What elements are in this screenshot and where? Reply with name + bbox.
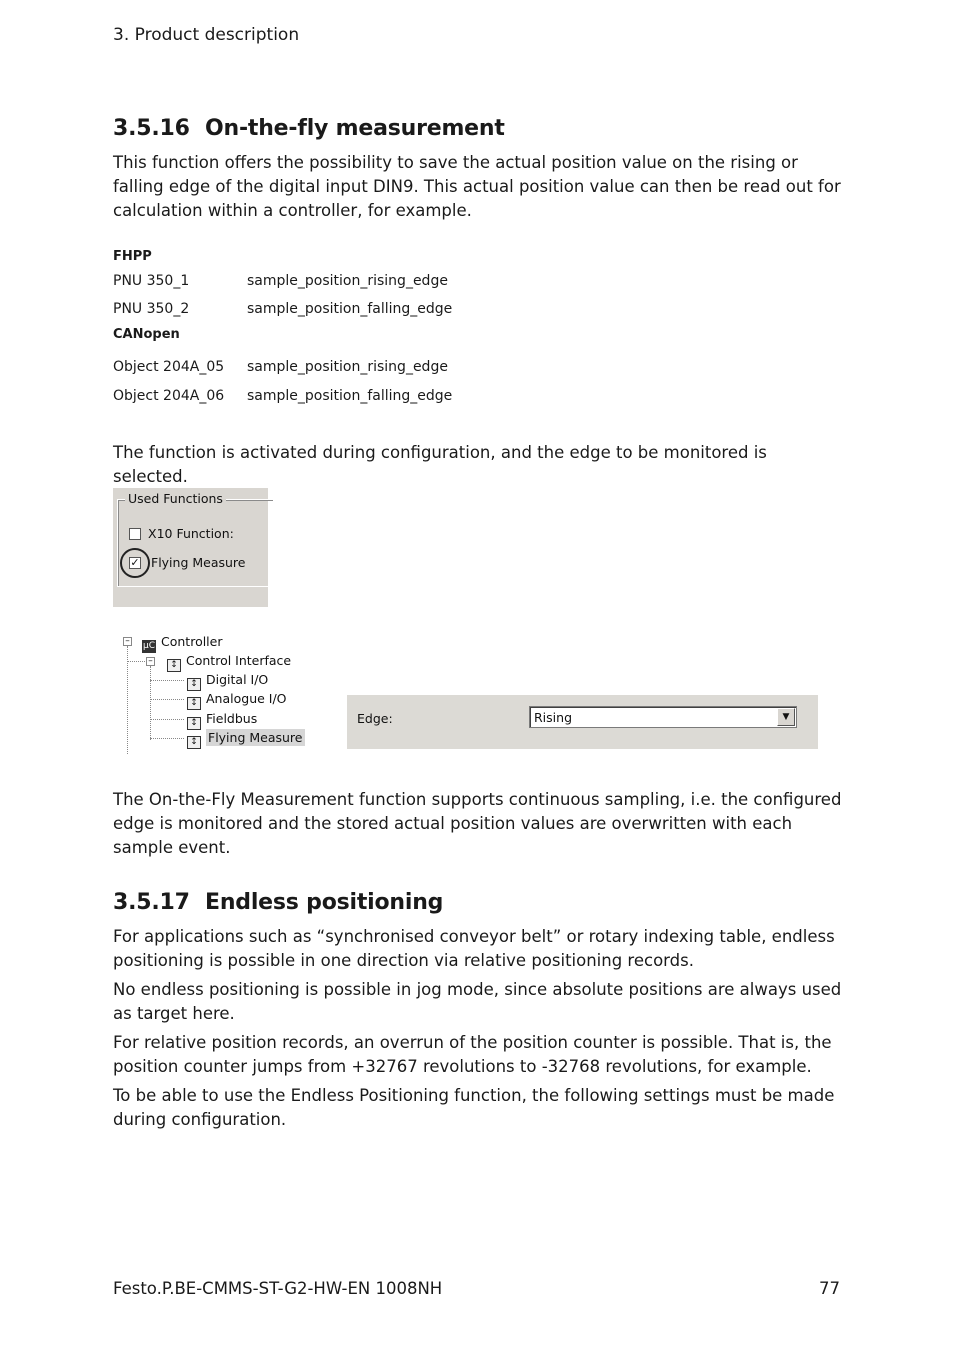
sampling-paragraph: The On-the-Fly Measurement function supports continuous sampling, i.e. the configured edge is monitored and the stored actual position values are overwritten with each sample event. [113,790,842,857]
tree-item-controller[interactable] [142,634,223,653]
fhpp-label: FHPP [113,249,152,264]
tree-item-label: Flying Measure [208,730,303,745]
section-heading-on-the-fly [113,116,505,141]
tree-item-flying-measure[interactable] [187,730,305,749]
tree-item-digital-io[interactable] [187,672,268,691]
io-icon: ↕ [187,678,201,691]
fhpp-key: PNU 350_1 [113,273,190,289]
config-tree [113,628,313,754]
interface-icon: ↕ [167,659,181,672]
footer-doc-id: Festo.P.BE-CMMS-ST-G2-HW-EN 1008NH [113,1279,443,1298]
tree-item-label: Analogue I/O [206,691,287,706]
section-number: 3.5.16 [113,116,190,141]
tree-item-control-interface[interactable] [167,653,291,672]
tree-item-label: Controller [161,634,223,649]
edge-select-value: Rising [534,710,573,725]
tree-item-label: Digital I/O [206,672,269,687]
x10-function-checkbox[interactable] [129,528,141,540]
io-icon: ↕ [187,717,201,730]
endless-paragraph: For applications such as “synchronised conveyor belt” or rotary indexing table, endless positioning is possible in one direction via relative positioning records. [113,927,835,970]
tree-item-label: Control Interface [186,653,292,668]
fhpp-key: PNU 350_2 [113,301,190,317]
page-number: 77 [819,1279,840,1298]
section-number: 3.5.17 [113,890,190,915]
canopen-label: CANopen [113,327,180,342]
endless-paragraph: For relative position records, an overrun of the position counter is possible. That is, the position counter jumps from +32767 revolutions to -32768 revolutions, for example. [113,1033,832,1076]
canopen-key: Object 204A_05 [113,359,225,375]
collapse-icon[interactable]: – [146,657,155,666]
section-title: Endless positioning [205,890,444,915]
tree-item-analogue-io[interactable] [187,691,287,710]
chevron-down-icon[interactable]: ▼ [777,708,795,726]
collapse-icon[interactable]: – [123,637,132,646]
fhpp-value: sample_position_rising_edge [247,273,448,289]
endless-paragraph: No endless positioning is possible in jog mode, since absolute positions are always used as target here. [113,980,842,1023]
edge-select[interactable] [529,706,797,728]
section-heading-endless [113,890,443,915]
endless-paragraph: To be able to use the Endless Positioning function, the following settings must be made during configuration. [113,1086,835,1129]
canopen-value: sample_position_rising_edge [247,359,448,375]
flying-measure-label: Flying Measure [151,555,246,570]
canopen-key: Object 204A_06 [113,388,225,404]
fhpp-value: sample_position_falling_edge [247,301,453,317]
highlight-circle [120,548,150,578]
tree-item-label: Fieldbus [206,711,258,726]
page-header: 3. Product description [113,25,300,45]
canopen-value: sample_position_falling_edge [247,388,453,404]
x10-function-label: X10 Function: [148,526,234,541]
tree-item-fieldbus[interactable] [187,711,257,730]
used-functions-panel [113,488,268,607]
edge-label: Edge: [357,711,393,726]
activation-paragraph: The function is activated during configuration, and the edge to be monitored is selected. [113,443,767,486]
check-icon: ✓ [130,556,140,569]
edge-panel [347,695,818,749]
io-icon: ↕ [187,736,201,749]
controller-icon: µC [143,641,156,651]
io-icon: ↕ [187,697,201,710]
section-title: On-the-fly measurement [205,116,505,141]
used-functions-legend: Used Functions [125,491,226,506]
intro-paragraph: This function offers the possibility to save the actual position value on the rising or falling edge of the digital input DIN9. This actual position value can then be read out for calculation within a controller, for example. [113,153,841,220]
